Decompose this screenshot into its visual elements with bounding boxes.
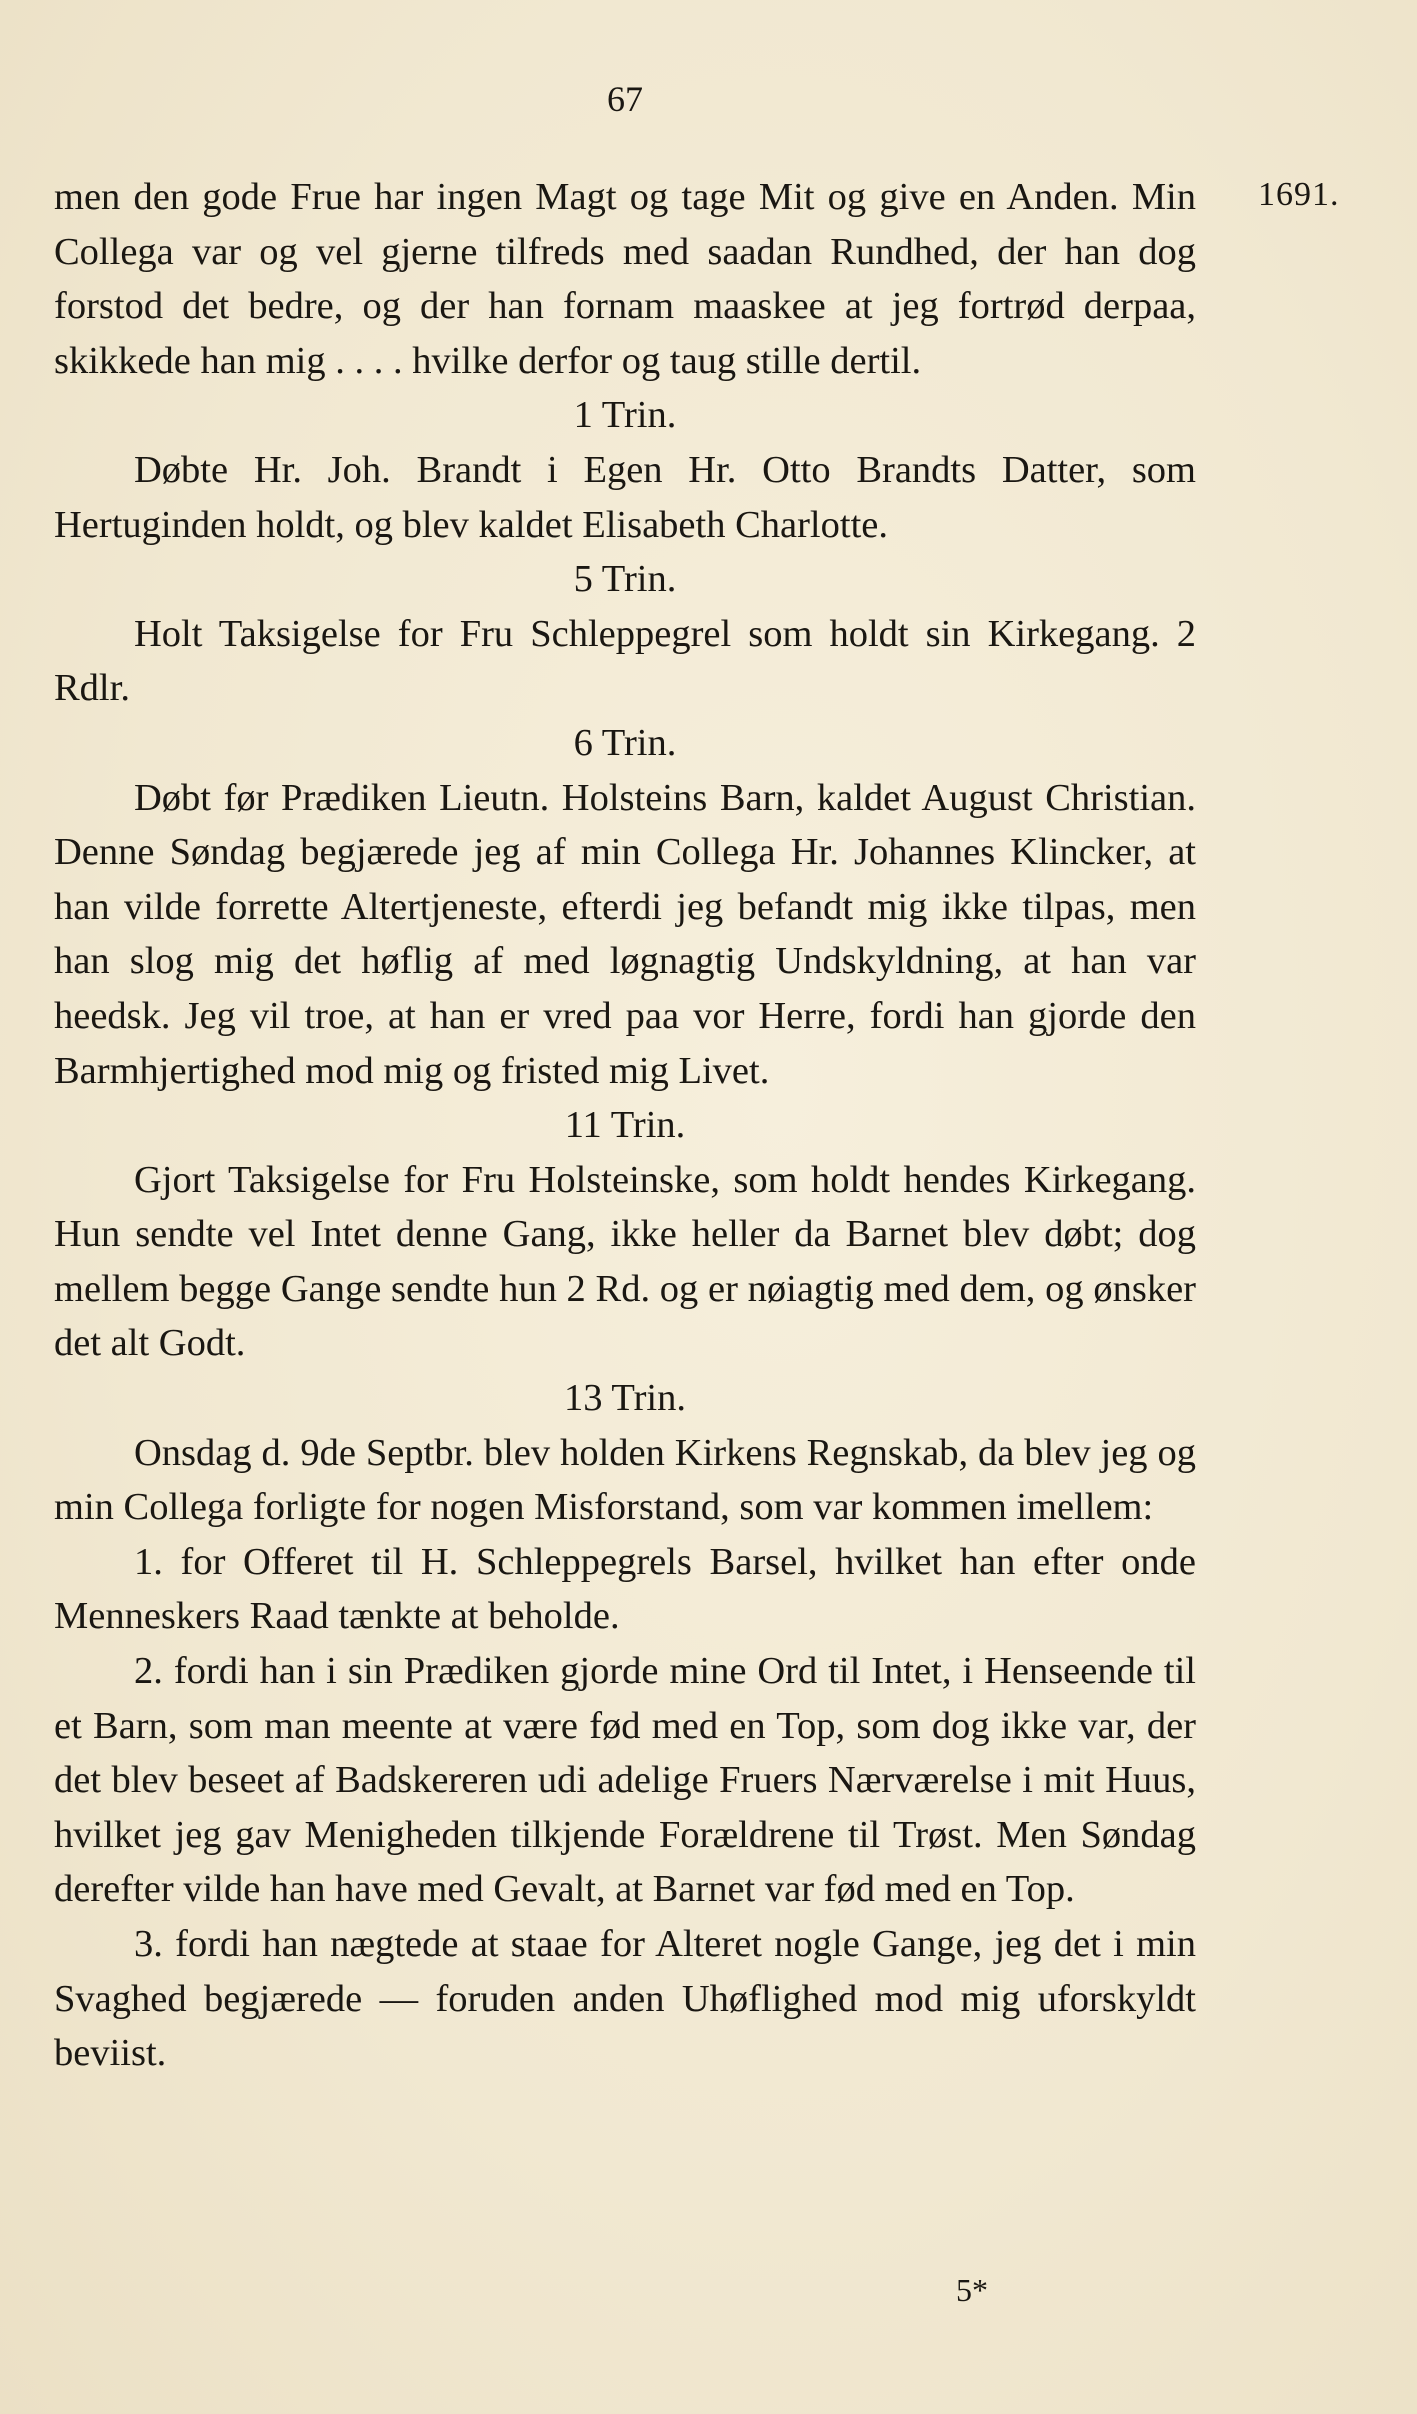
paragraph-2: Døbte Hr. Joh. Brandt i Egen Hr. Otto Brandts Datter, som Hertuginden holdt, og blev kaldet Elisabeth Charlotte. bbox=[54, 448, 1196, 546]
section-heading-11-trin: 11 Trin. bbox=[564, 1104, 686, 1147]
section-heading-1-trin: 1 Trin. bbox=[573, 394, 677, 437]
paragraph-0: men den gode Frue har ingen Magt og tage Mit og give en Anden. Min Collega var og vel gjerne tilfreds med saadan Rundhed, der han dog forstod det bedre, og der han fornam maaskee at jeg fortrød derpaa, skikkede han mig . . . . hvilke derfor og taug stille dertil. bbox=[54, 176, 1196, 382]
page-number: 67 bbox=[607, 79, 643, 119]
body-text bbox=[54, 170, 1196, 2081]
section-heading-6-trin: 6 Trin. bbox=[573, 721, 677, 764]
paragraph-10: Onsdag d. 9de Septbr. blev holden Kirkens Regnskab, da blev jeg og min Collega forligte for nogen Misforstand, som var kommen imellem: bbox=[54, 1431, 1196, 1529]
paragraph-4: Holt Taksigelse for Fru Schleppegrel som holdt sin Kirkegang. 2 Rdlr. bbox=[54, 612, 1196, 710]
paragraph-6: Døbt før Prædiken Lieutn. Holsteins Barn, kaldet August Christian. Denne Søndag begjærede jeg af min Collega Hr. Johannes Klincker, at han vilde forrette Altertjeneste, efterdi jeg befandt mig ikke tilpas, men han slog mig det høflig af med løgnagtig Undskyldning, at han var heedsk. Jeg vil troe, at han er vred paa vor Herre, fordi han gjorde den Barmhjertighed mod mig og fristed mig Livet. bbox=[54, 776, 1196, 1092]
list-item-1: 1. for Offeret til H. Schleppegrels Barsel, hvilket han efter onde Menneskers Raad tænkte at beholde. bbox=[54, 1540, 1196, 1638]
section-heading-13-trin: 13 Trin. bbox=[564, 1377, 686, 1420]
margin-year-note: 1691. bbox=[1258, 176, 1340, 213]
signature-mark: 5* bbox=[956, 2272, 988, 2308]
section-heading-5-trin: 5 Trin. bbox=[573, 558, 677, 601]
list-item-3: 3. fordi han nægtede at staae for Alteret nogle Gange, jeg det i min Svaghed begjærede — foruden anden Uhøflighed mod mig uforskyldt beviist. bbox=[54, 1923, 1196, 2075]
list-item-2: 2. fordi han i sin Prædiken gjorde mine Ord til Intet, i Henseende til et Barn, som man meente at være fød med en Top, som dog ikke var, der det blev beseet af Badskereren udi adelige Fruers Nærværelse i mit Huus, hvilket jeg gav Menigheden tilkjende Forældrene til Trøst. Men Søndag derefter vilde han have med Gevalt, at Barnet var fød med en Top. bbox=[54, 1650, 1196, 1911]
paragraph-8: Gjort Taksigelse for Fru Holsteinske, som holdt hendes Kirkegang. Hun sendte vel Intet denne Gang, ikke heller da Barnet blev døbt; dog mellem begge Gange sendte hun 2 Rd. og er nøiagtig med dem, og ønsker det alt Godt. bbox=[54, 1158, 1196, 1365]
